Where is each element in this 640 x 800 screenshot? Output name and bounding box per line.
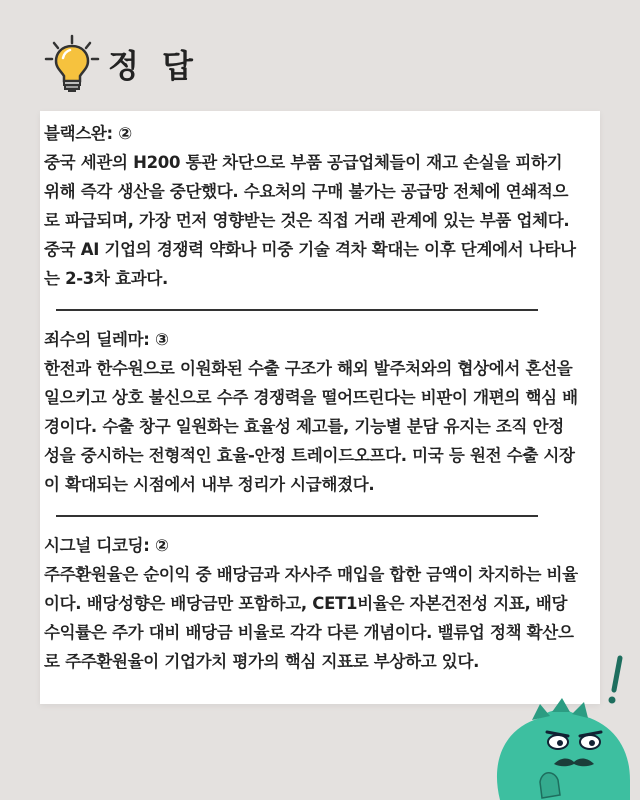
divider [56, 309, 538, 311]
section-body: 중국 세관의 H200 통관 차단으로 부품 공급업체들이 재고 손실을 피하기 위해 즉각 생산을 중단했다. 수요처의 구매 불가는 공급망 전체에 연쇄적으로 파급되며, 가장 먼저 영향받는 것은 직접 거래 관계에 있는 부품 업체다. 중국 AI 기업의 경쟁력 약화나 미중 기술 격차 확대는 이후 단계에서 나타나는 2-3차 효과다. [44, 153, 576, 288]
page-title: 정 답 [108, 47, 199, 85]
answer-card [40, 111, 600, 704]
answer-section-1 [44, 119, 578, 293]
header [44, 34, 199, 94]
divider [56, 515, 538, 517]
lightbulb-icon [44, 34, 100, 94]
dinosaur-mascot [470, 650, 640, 800]
section-body: 주주환원율은 순이익 중 배당금과 자사주 매입을 합한 금액이 차지하는 비율이다. 배당성향은 배당금만 포함하고, CET1비율은 자본건전성 지표, 배당수익률은 주가 대비 배당금 비율로 각각 다른 개념이다. 밸류업 정책 확산으로 주주환원율이 기업가치 평가의 핵심 지표로 부상하고 있다. [44, 565, 578, 671]
answer-section-2 [44, 325, 578, 499]
section-title: 죄수의 딜레마: ③ [44, 330, 169, 349]
section-body: 한전과 한수원으로 이원화된 수출 구조가 해외 발주처와의 협상에서 혼선을 일으키고 상호 불신으로 수주 경쟁력을 떨어뜨린다는 비판이 개편의 핵심 배경이다. 수출 창구 일원화는 효율성 제고를, 기능별 분담 유지는 조직 안정성을 중시하는 전형적인 효율-안정 트레이드오프다. 미국 등 원전 수출 시장이 확대되는 시점에서 내부 정리가 시급해졌다. [44, 359, 578, 494]
section-title: 블랙스완: ② [44, 124, 132, 143]
section-title: 시그널 디코딩: ② [44, 536, 169, 555]
